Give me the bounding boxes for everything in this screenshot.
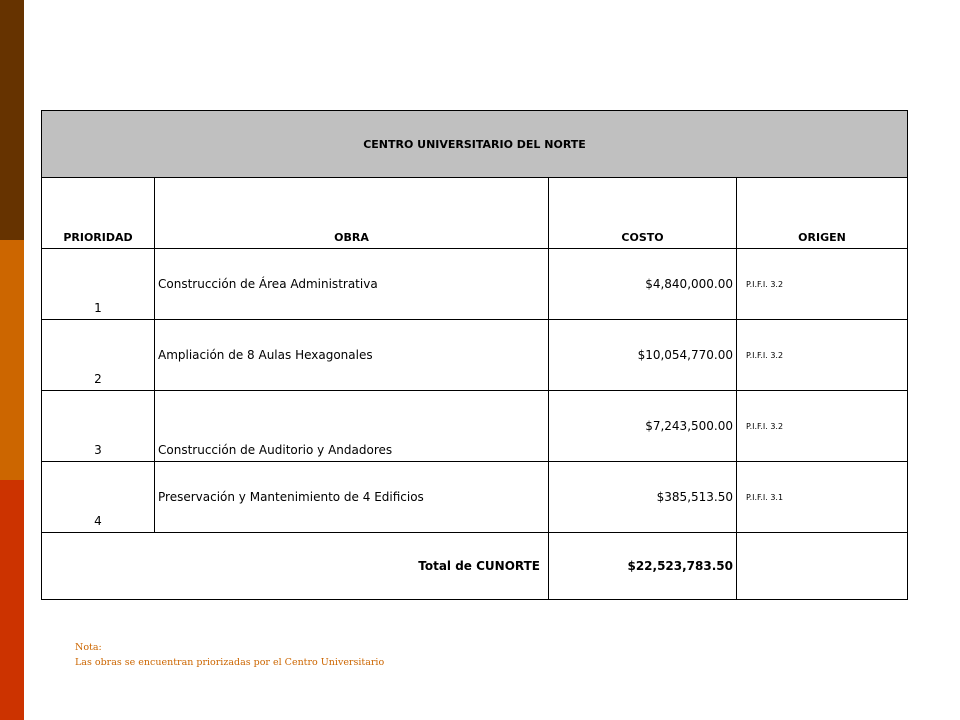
footnote-text: Las obras se encuentran priorizadas por el Centro Universitario bbox=[75, 657, 385, 668]
row-costo: $7,243,500.00 bbox=[549, 391, 737, 462]
row-origen: P.I.F.I. 3.2 bbox=[737, 391, 908, 462]
table-title: CENTRO UNIVERSITARIO DEL NORTE bbox=[42, 111, 908, 178]
table-row bbox=[42, 462, 908, 533]
decorative-stripe-top bbox=[0, 0, 24, 240]
row-obra: Construcción de Área Administrativa bbox=[155, 249, 549, 320]
row-costo: $4,840,000.00 bbox=[549, 249, 737, 320]
row-origen: P.I.F.I. 3.2 bbox=[737, 320, 908, 391]
footnote-label: Nota: bbox=[75, 642, 102, 653]
total-label: Total de CUNORTE bbox=[42, 533, 549, 600]
table-row bbox=[42, 320, 908, 391]
decorative-stripe-bottom bbox=[0, 480, 24, 720]
total-value: $22,523,783.50 bbox=[549, 533, 737, 600]
row-prioridad: 4 bbox=[42, 462, 155, 533]
header-prioridad: PRIORIDAD bbox=[42, 178, 155, 249]
table-row bbox=[42, 249, 908, 320]
row-origen: P.I.F.I. 3.2 bbox=[737, 249, 908, 320]
row-costo: $10,054,770.00 bbox=[549, 320, 737, 391]
row-origen: P.I.F.I. 3.1 bbox=[737, 462, 908, 533]
header-origen: ORIGEN bbox=[737, 178, 908, 249]
row-obra: Ampliación de 8 Aulas Hexagonales bbox=[155, 320, 549, 391]
header-costo: COSTO bbox=[549, 178, 737, 249]
row-obra: Construcción de Auditorio y Andadores bbox=[155, 391, 549, 462]
row-prioridad: 3 bbox=[42, 391, 155, 462]
footnote bbox=[75, 640, 384, 670]
table-row bbox=[42, 391, 908, 462]
total-origen-empty bbox=[737, 533, 908, 600]
header-obra: OBRA bbox=[155, 178, 549, 249]
table-header-row bbox=[42, 178, 908, 249]
row-obra: Preservación y Mantenimiento de 4 Edificios bbox=[155, 462, 549, 533]
works-table bbox=[41, 110, 908, 600]
total-row bbox=[42, 533, 908, 600]
row-prioridad: 1 bbox=[42, 249, 155, 320]
table-title-row bbox=[42, 111, 908, 178]
row-costo: $385,513.50 bbox=[549, 462, 737, 533]
decorative-stripe-middle bbox=[0, 240, 24, 480]
row-prioridad: 2 bbox=[42, 320, 155, 391]
